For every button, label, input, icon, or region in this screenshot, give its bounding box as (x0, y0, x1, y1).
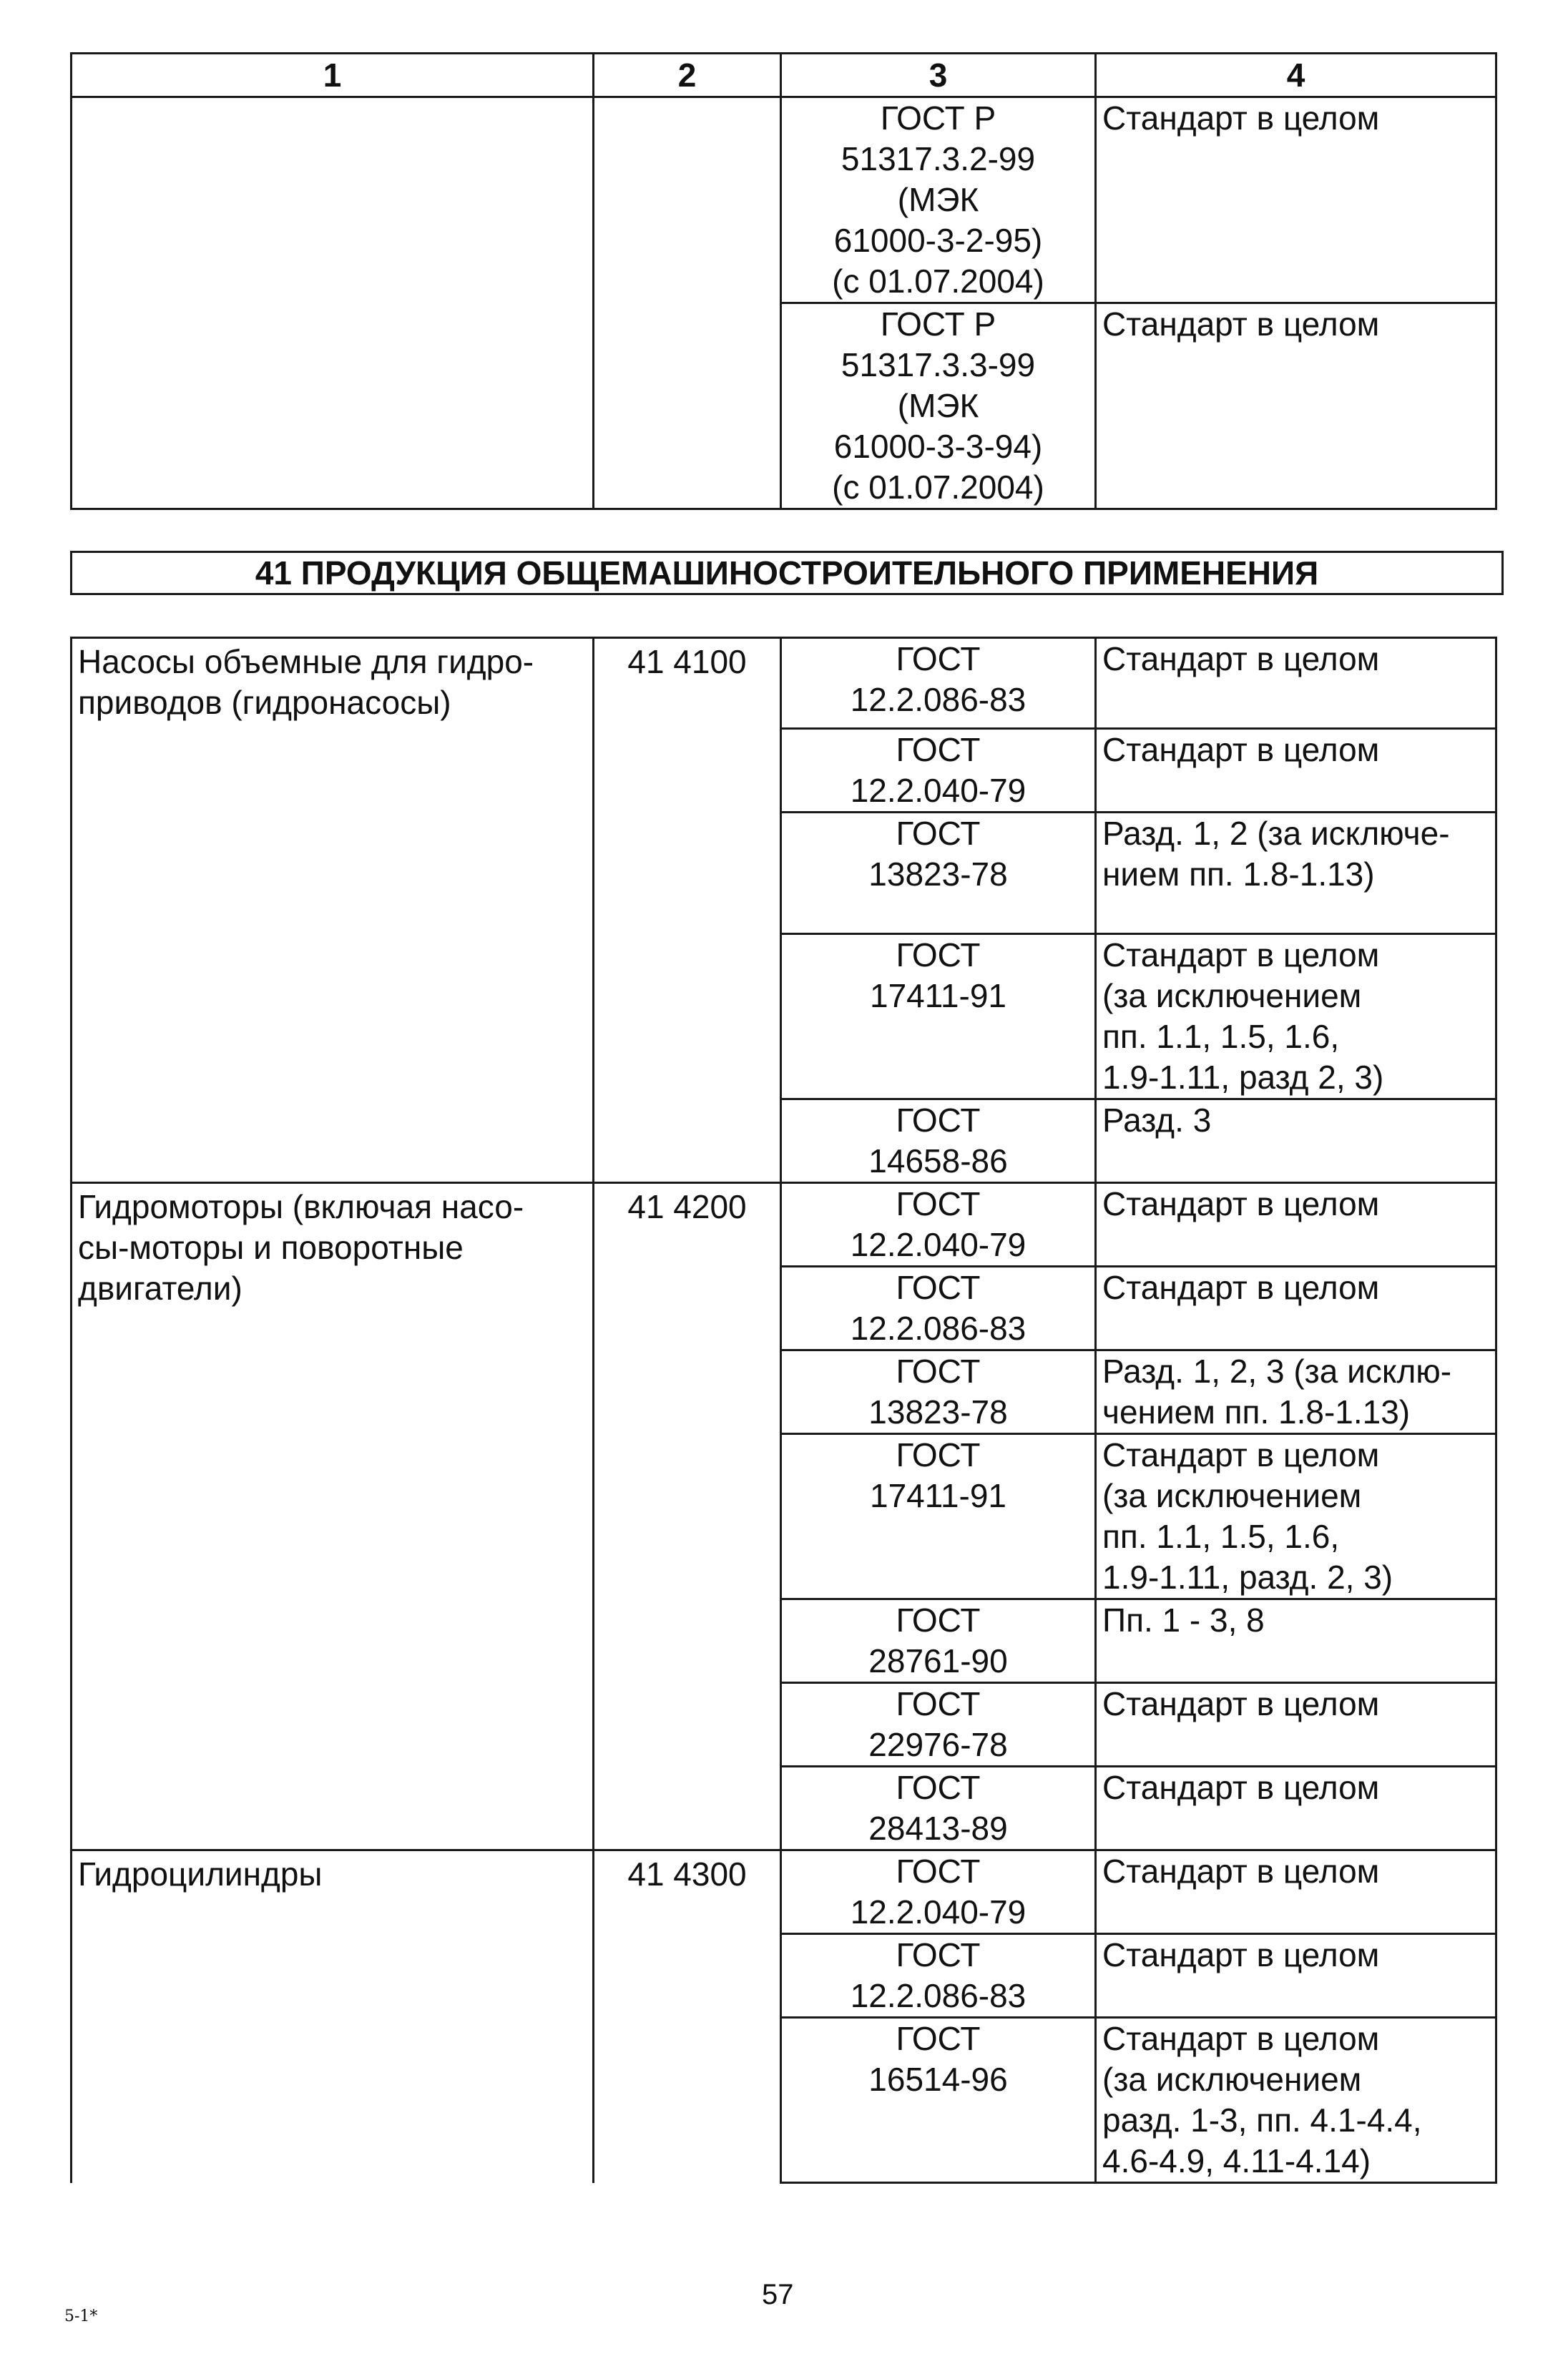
table-row (72, 97, 1496, 303)
standard-cell: ГОСТ Р 51317.3.3-99 (МЭК 61000-3-3-94) (с 01.07.2004) (781, 303, 1096, 509)
table-row (72, 1183, 1496, 1267)
header-col-2: 2 (594, 54, 781, 97)
product-name-motors: Гидромоторы (включая насо- сы-моторы и поворотные двигатели) (72, 1183, 594, 1850)
standard-cell: ГОСТ 14658-86 (781, 1099, 1096, 1183)
scope-cell: Разд. 3 (1096, 1099, 1496, 1183)
scope-cell: Стандарт в целом (1096, 1183, 1496, 1267)
product-code: 41 4100 (594, 638, 781, 1183)
standard-cell: ГОСТ 28413-89 (781, 1767, 1096, 1850)
standard-cell: ГОСТ 12.2.086-83 (781, 1267, 1096, 1350)
product-code: 41 4300 (594, 1850, 781, 2183)
page-number: 57 (762, 2279, 794, 2310)
standard-cell: ГОСТ 17411-91 (781, 934, 1096, 1099)
scope-cell: Стандарт в целом (1096, 1683, 1496, 1767)
scope-cell: Стандарт в целом (1096, 97, 1496, 303)
product-cell-empty (72, 97, 594, 509)
section-title: 41 ПРОДУКЦИЯ ОБЩЕМАШИНОСТРОИТЕЛЬНОГО ПРИМЕНЕНИЯ (70, 551, 1504, 595)
scope-cell: Стандарт в целом (1096, 1767, 1496, 1850)
scope-cell: Пп. 1 - 3, 8 (1096, 1599, 1496, 1683)
continuation-table (70, 52, 1497, 510)
standard-cell: ГОСТ 16514-96 (781, 2018, 1096, 2183)
print-code: 5-1* (64, 2307, 98, 2325)
standard-cell: ГОСТ 28761-90 (781, 1599, 1096, 1683)
scope-cell: Стандарт в целом (1096, 1267, 1496, 1350)
scope-cell: Стандарт в целом (1096, 303, 1496, 509)
header-row (72, 54, 1496, 97)
scope-cell: Стандарт в целом (за исключением пп. 1.1, 1.5, 1.6, 1.9-1.11, разд 2, 3) (1096, 934, 1496, 1099)
standard-cell: ГОСТ 13823-78 (781, 813, 1096, 934)
product-code: 41 4200 (594, 1183, 781, 1850)
table-row (72, 1850, 1496, 1934)
product-name-cylinders: Гидроцилиндры (72, 1850, 594, 2183)
scope-cell: Стандарт в целом (за исключением пп. 1.1, 1.5, 1.6, 1.9-1.11, разд. 2, 3) (1096, 1434, 1496, 1599)
standard-cell: ГОСТ 17411-91 (781, 1434, 1096, 1599)
standard-cell: ГОСТ 13823-78 (781, 1350, 1096, 1434)
standard-cell: ГОСТ 12.2.040-79 (781, 729, 1096, 813)
scope-cell: Разд. 1, 2 (за исключе- нием пп. 1.8-1.13) (1096, 813, 1496, 934)
header-col-3: 3 (781, 54, 1096, 97)
scope-cell: Стандарт в целом (1096, 1934, 1496, 2018)
standard-cell: ГОСТ 12.2.086-83 (781, 1934, 1096, 2018)
scope-cell: Стандарт в целом (за исключением разд. 1-3, пп. 4.1-4.4, 4.6-4.9, 4.11-4.14) (1096, 2018, 1496, 2183)
scope-cell: Разд. 1, 2, 3 (за исклю- чением пп. 1.8-1.13) (1096, 1350, 1496, 1434)
products-table (70, 637, 1497, 2184)
scope-cell: Стандарт в целом (1096, 1850, 1496, 1934)
scope-cell: Стандарт в целом (1096, 638, 1496, 729)
standard-cell: ГОСТ 12.2.040-79 (781, 1850, 1096, 1934)
header-col-4: 4 (1096, 54, 1496, 97)
standard-cell: ГОСТ 22976-78 (781, 1683, 1096, 1767)
standard-cell: ГОСТ 12.2.086-83 (781, 638, 1096, 729)
scope-cell: Стандарт в целом (1096, 729, 1496, 813)
standard-cell: ГОСТ 12.2.040-79 (781, 1183, 1096, 1267)
header-col-1: 1 (72, 54, 594, 97)
standard-cell: ГОСТ Р 51317.3.2-99 (МЭК 61000-3-2-95) (с 01.07.2004) (781, 97, 1096, 303)
table-row (72, 638, 1496, 729)
code-cell-empty (594, 97, 781, 509)
product-name-pumps: Насосы объемные для гидро- приводов (гидронасосы) (72, 638, 594, 1183)
